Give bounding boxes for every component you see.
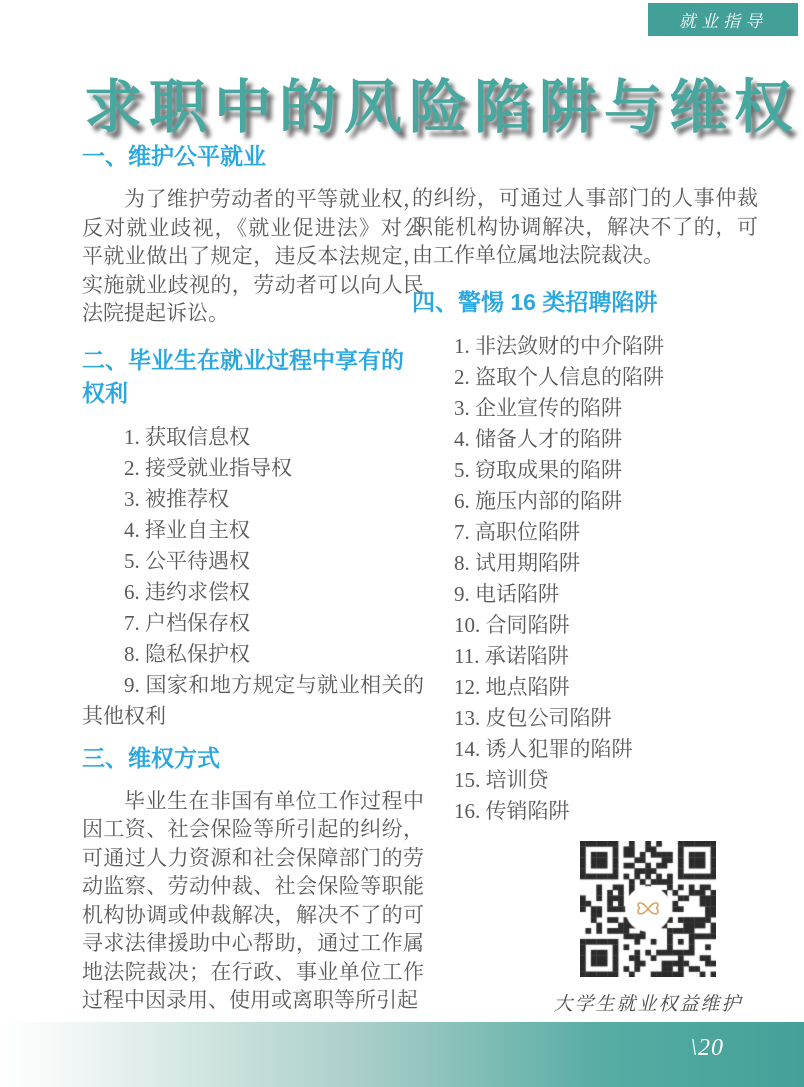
traps-list [412, 331, 758, 827]
list-item: 7. 户档保存权 [124, 610, 250, 635]
corner-tag [648, 3, 798, 36]
list-item: 10. 合同陷阱 [454, 612, 570, 637]
list-item: 2. 盗取个人信息的陷阱 [454, 364, 664, 389]
list-item: 9. 电话陷阱 [454, 581, 559, 606]
list-item: 16. 传销陷阱 [454, 798, 570, 823]
rights-list [82, 422, 424, 732]
list-item: 6. 违约求偿权 [124, 579, 250, 604]
list-item: 14. 诱人犯罪的陷阱 [454, 736, 633, 761]
list-item: 3. 被推荐权 [124, 486, 229, 511]
list-item: 3. 企业宣传的陷阱 [454, 395, 622, 420]
list-item: 1. 获取信息权 [124, 424, 250, 449]
list-item: 5. 公平待遇权 [124, 548, 250, 573]
list-item: 8. 试用期陷阱 [454, 550, 580, 575]
corner-tag-label: 就业指导 [679, 12, 767, 31]
footer-band [0, 1022, 804, 1087]
list-item: 4. 择业自主权 [124, 517, 250, 542]
qr-code-image [580, 841, 716, 977]
list-item: 8. 隐私保护权 [124, 641, 250, 666]
section-heading-2: 二、毕业生在就业过程中享有的权利 [82, 346, 404, 406]
list-item: 13. 皮包公司陷阱 [454, 705, 612, 730]
list-item: 4. 储备人才的陷阱 [454, 426, 622, 451]
column-left [82, 140, 424, 1015]
list-item: 6. 施压内部的陷阱 [454, 488, 622, 513]
section-heading-4: 四、警惕 16 类招聘陷阱 [412, 288, 658, 315]
qr-caption: 大学生就业权益维护 [553, 993, 743, 1015]
section-heading-1: 一、维护公平就业 [82, 143, 266, 169]
section-3-paragraph-left: 毕业生在非国有单位工作过程中因工资、社会保险等所引起的纠纷，可通过人力资源和社会保障部门的劳动监察、劳动仲裁、社会保险等职能机构协调或仲裁解决，解决不了的可寻求法律援助中心帮助，通过工作属地法院裁决；在行政、事业单位工作过程中因录用、使用或离职等所引起 [82, 788, 424, 1012]
list-item: 1. 非法敛财的中介陷阱 [454, 333, 664, 358]
list-item: 7. 高职位陷阱 [454, 519, 580, 544]
page-title: 求职中的风险陷阱与维权 [84, 75, 800, 140]
list-item: 11. 承诺陷阱 [454, 643, 569, 668]
column-right [412, 184, 758, 1016]
list-item: 2. 接受就业指导权 [124, 455, 292, 480]
list-item: 15. 培训贷 [454, 767, 549, 792]
list-item: 9. 国家和地方规定与就业相关的其他权利 [82, 672, 424, 728]
section-heading-3: 三、维权方式 [82, 744, 220, 771]
list-item: 5. 窃取成果的陷阱 [454, 457, 622, 482]
page-number: \20 [690, 1035, 724, 1061]
qr-block [553, 841, 743, 1016]
section-3-paragraph-continuation: 的纠纷，可通过人事部门的人事仲裁职能机构协调解决，解决不了的，可由工作单位属地法院裁决。 [412, 186, 758, 267]
section-1-paragraph: 为了维护劳动者的平等就业权，反对就业歧视，《就业促进法》对公平就业做出了规定，违反本法规定，实施就业歧视的，劳动者可以向人民法院提起诉讼。 [82, 187, 424, 325]
list-item: 12. 地点陷阱 [454, 674, 570, 699]
